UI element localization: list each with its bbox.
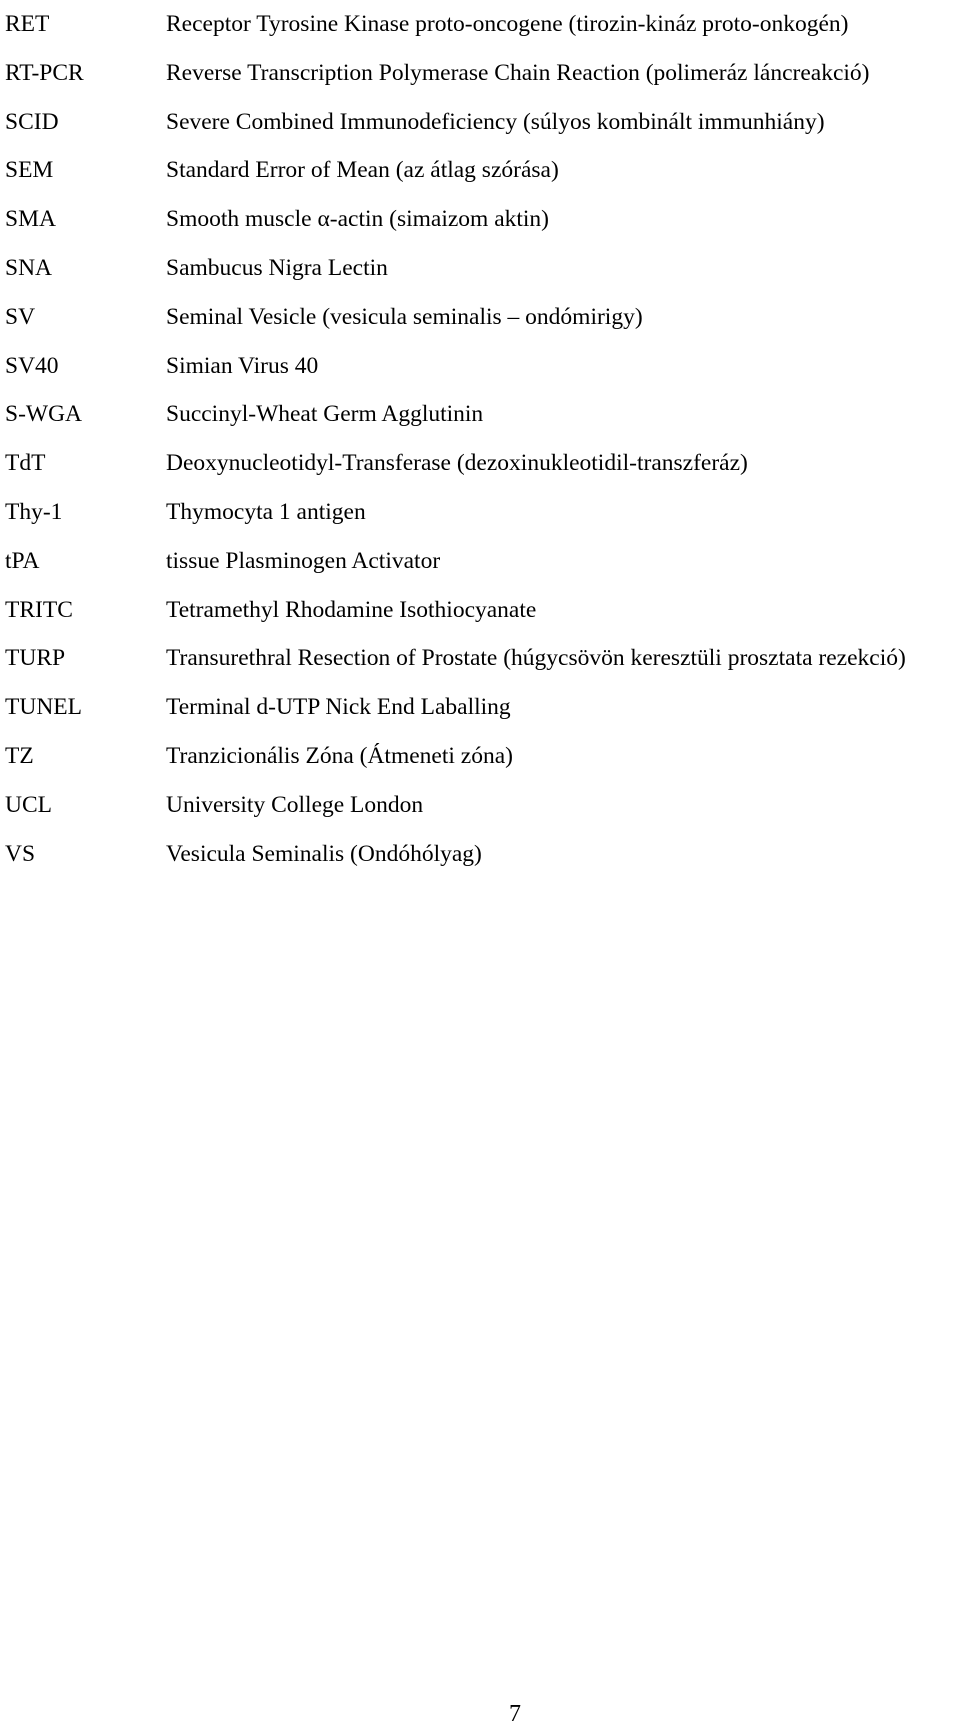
page-number: 7 bbox=[509, 1701, 521, 1727]
abbreviation-entry-tritc bbox=[5, 586, 955, 635]
abbreviation-definition: tissue Plasminogen Activator bbox=[166, 547, 441, 574]
abbreviation-entry-ret bbox=[5, 0, 955, 49]
abbreviation-term: VS bbox=[5, 840, 36, 867]
abbreviation-definition: Tetramethyl Rhodamine Isothiocyanate bbox=[166, 596, 537, 623]
abbreviation-list bbox=[5, 0, 955, 878]
abbreviation-term: SMA bbox=[5, 206, 56, 233]
abbreviation-definition: University College London bbox=[166, 791, 424, 818]
abbreviation-term: SV bbox=[5, 303, 36, 330]
abbreviation-term: Thy-1 bbox=[5, 498, 63, 525]
abbreviation-term: SEM bbox=[5, 157, 54, 184]
abbreviation-definition: Tranzicionális Zóna (Átmeneti zóna) bbox=[166, 742, 513, 769]
abbreviation-entry-vs bbox=[5, 830, 955, 879]
abbreviation-definition: Standard Error of Mean (az átlag szórása) bbox=[166, 157, 559, 184]
abbreviation-term: TdT bbox=[5, 450, 46, 477]
abbreviation-definition: Sambucus Nigra Lectin bbox=[166, 254, 388, 281]
abbreviation-term: SNA bbox=[5, 254, 53, 281]
abbreviation-entry-sv40 bbox=[5, 342, 955, 391]
abbreviation-entry-rt-pcr bbox=[5, 49, 955, 98]
abbreviation-definition: Transurethral Resection of Prostate (húgycsövön keresztüli prosztata rezekció) bbox=[166, 645, 906, 672]
abbreviation-definition: Seminal Vesicle (vesicula seminalis – ondómirigy) bbox=[166, 303, 643, 330]
abbreviation-term: SV40 bbox=[5, 352, 59, 379]
abbreviation-entry-tpa bbox=[5, 537, 955, 586]
abbreviation-term: TUNEL bbox=[5, 694, 83, 721]
abbreviation-definition: Smooth muscle α-actin (simaizom aktin) bbox=[166, 206, 550, 233]
abbreviation-term: S-WGA bbox=[5, 401, 83, 428]
abbreviation-term: TURP bbox=[5, 645, 66, 672]
abbreviation-entry-s-wga bbox=[5, 390, 955, 439]
abbreviation-definition: Terminal d-UTP Nick End Laballing bbox=[166, 694, 511, 721]
abbreviation-definition: Simian Virus 40 bbox=[166, 352, 319, 379]
abbreviation-entry-sem bbox=[5, 146, 955, 195]
abbreviation-definition: Deoxynucleotidyl-Transferase (dezoxinukleotidil-transzferáz) bbox=[166, 450, 748, 477]
abbreviation-definition: Succinyl-Wheat Germ Agglutinin bbox=[166, 401, 484, 428]
abbreviation-entry-tz bbox=[5, 732, 955, 781]
abbreviation-entry-sna bbox=[5, 244, 955, 293]
abbreviation-term: SCID bbox=[5, 108, 59, 135]
abbreviation-definition: Receptor Tyrosine Kinase proto-oncogene (tirozin-kináz proto-onkogén) bbox=[166, 11, 849, 37]
abbreviation-entry-ucl bbox=[5, 781, 955, 830]
abbreviation-entry-turp bbox=[5, 634, 955, 683]
abbreviation-entry-tdt bbox=[5, 439, 955, 488]
abbreviation-definition: Reverse Transcription Polymerase Chain Reaction (polimeráz láncreakció) bbox=[166, 59, 870, 86]
abbreviation-entry-tunel bbox=[5, 683, 955, 732]
abbreviation-entry-scid bbox=[5, 98, 955, 147]
abbreviation-term: tPA bbox=[5, 547, 40, 574]
abbreviation-entry-sma bbox=[5, 195, 955, 244]
abbreviation-term: TRITC bbox=[5, 596, 73, 623]
abbreviation-term: TZ bbox=[5, 742, 34, 769]
abbreviation-entry-thy-1 bbox=[5, 488, 955, 537]
abbreviation-definition: Thymocyta 1 antigen bbox=[166, 498, 366, 525]
abbreviation-term: RET bbox=[5, 11, 50, 37]
abbreviation-definition: Severe Combined Immunodeficiency (súlyos kombinált immunhiány) bbox=[166, 108, 825, 135]
abbreviation-term: UCL bbox=[5, 791, 52, 818]
abbreviation-entry-sv bbox=[5, 293, 955, 342]
abbreviation-definition: Vesicula Seminalis (Ondóhólyag) bbox=[166, 840, 482, 867]
abbreviation-term: RT-PCR bbox=[5, 59, 84, 86]
